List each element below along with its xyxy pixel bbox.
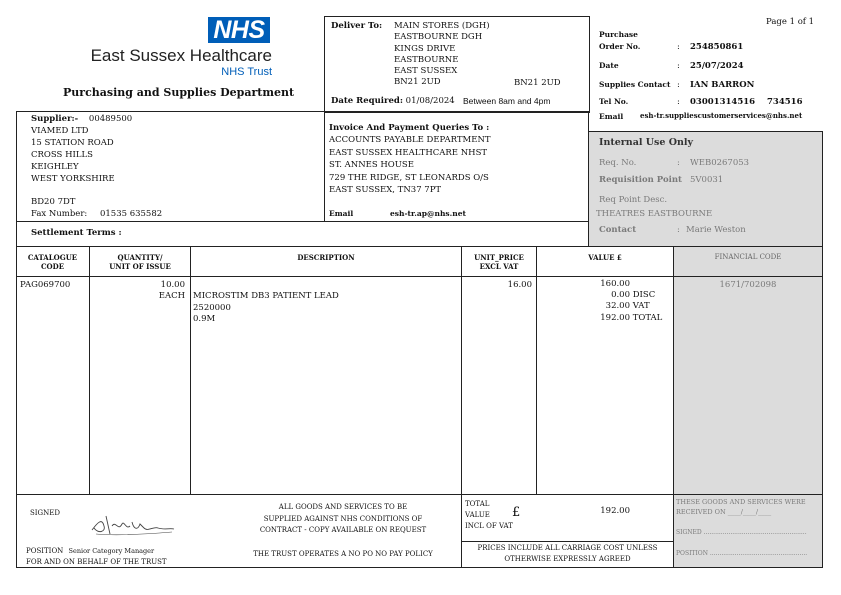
deliver-line: KINGS DRIVE: [394, 43, 456, 54]
header-text: QUANTITY/: [117, 253, 163, 262]
header-text: EXCL VAT: [479, 262, 519, 271]
deliver-address: [394, 21, 490, 89]
table-bottom: [16, 494, 822, 495]
total-value: 192.00: [600, 506, 630, 516]
row-code: PAG069700: [20, 280, 71, 290]
desc-line: MICROSTIM DB3 PATIENT LEAD: [193, 291, 339, 301]
header-catalogue: [16, 253, 89, 271]
divider: [16, 111, 588, 112]
req-desc: THEATRES EASTBOURNE: [596, 209, 713, 219]
conditions: [236, 502, 450, 537]
page-bottom: [16, 567, 822, 568]
row-qty-value: 10.00: [160, 280, 185, 290]
invoice-line: EAST SUSSEX, TN37 7PT: [329, 185, 442, 196]
on-behalf: FOR AND ON BEHALF OF THE TRUST: [26, 558, 167, 566]
condition-line: CONTRACT - COPY AVAILABLE ON REQUEST: [259, 526, 427, 534]
supplier-code: 00489500: [88, 114, 133, 124]
desc-line: 2520000: [193, 302, 231, 313]
row-financial-code: 1671/702098: [719, 280, 777, 290]
internal-contact: Marie Weston: [686, 225, 746, 235]
table-top: [16, 246, 822, 247]
req-point: 5V0031: [690, 175, 724, 185]
internal-contact-label: Contact: [599, 225, 637, 235]
prices-note-line: OTHERWISE EXPRESSLY AGREED: [504, 555, 631, 563]
header-description: DESCRIPTION: [297, 253, 355, 262]
tel-ext: 734516: [767, 97, 803, 107]
total-label-line: VALUE: [465, 511, 490, 519]
value-amount: 32.00: [605, 301, 630, 312]
req-no-colon: :: [677, 158, 680, 168]
divider: [461, 541, 673, 542]
tel-colon: :: [677, 97, 680, 107]
order-label: Order No.: [599, 42, 641, 51]
org-sub: NHS Trust: [221, 66, 272, 78]
position-label: POSITION: [26, 547, 64, 555]
receipt-position: POSITION ...................................................: [676, 550, 808, 557]
req-no-label: Req. No.: [599, 158, 637, 168]
contact-label: Supplies Contact: [599, 80, 671, 89]
value-label: DISC: [632, 290, 656, 301]
condition-line: ALL GOODS AND SERVICES TO BE: [278, 503, 408, 511]
deliver-postcode: BN21 2UD: [514, 78, 561, 88]
signed-label: SIGNED: [30, 509, 60, 517]
row-unit-price: 16.00: [507, 280, 532, 290]
header-quantity: [90, 253, 190, 271]
time-window: Between 8am and 4pm: [463, 96, 551, 106]
header-financial: FINANCIAL CODE: [714, 253, 782, 261]
supplier-line: VIAMED LTD: [31, 126, 89, 136]
header-text: CATALOGUE: [27, 253, 78, 262]
fax: [31, 209, 162, 219]
total-label-line: INCL OF VAT: [465, 522, 513, 530]
header-text: UNIT_PRICE: [474, 253, 524, 262]
supplier-line: WEST YORKSHIRE: [31, 174, 115, 184]
order-number: 254850861: [690, 42, 744, 52]
signature-image: [88, 512, 178, 538]
receipt-signed: SIGNED ......................................................: [676, 529, 807, 536]
header-value: VALUE £: [588, 253, 622, 262]
header-text: UNIT OF ISSUE: [109, 262, 171, 271]
fax-label: Fax Number:: [31, 209, 88, 219]
supplier-address: [31, 125, 115, 185]
supplies-email[interactable]: esh-tr.suppliescustomerservices@nhs.net: [640, 111, 803, 120]
invoice-line: 729 THE RIDGE, ST LEONARDS O/S: [329, 172, 489, 183]
supplier-header: [31, 114, 132, 124]
supplier-line: 15 STATION ROAD: [31, 138, 114, 148]
total-label-line: TOTAL: [465, 500, 490, 508]
po-policy: THE TRUST OPERATES A NO PO NO PAY POLICY: [253, 550, 433, 558]
col-divider: [536, 247, 537, 495]
value-label: TOTAL: [632, 312, 663, 323]
date-required: [331, 96, 455, 106]
supplies-contact: IAN BARRON: [690, 80, 755, 90]
supplier-postcode: BD20 7DT: [31, 197, 76, 207]
deliver-label: Deliver To:: [331, 21, 383, 31]
col-divider: [461, 247, 462, 568]
req-point-label: Requisition Point: [599, 175, 682, 185]
invoice-address: [329, 134, 491, 197]
tel-label: Tel No.: [599, 97, 629, 106]
value-amount: 160.00: [600, 279, 630, 289]
purchase-title: Purchase: [599, 30, 638, 39]
row-description: [193, 291, 339, 326]
deliver-line: EAST SUSSEX: [394, 66, 458, 77]
internal-title: Internal Use Only: [599, 137, 694, 148]
position: [26, 547, 154, 555]
req-no: WEB0267053: [690, 158, 750, 168]
supplier-line: CROSS HILLS: [31, 150, 93, 160]
prices-note: [462, 543, 673, 565]
desc-line: 0.9M: [193, 314, 216, 324]
req-desc-label: Req Point Desc.: [599, 195, 668, 205]
order-colon: :: [677, 42, 680, 52]
tel-number: 03001314516: [690, 97, 756, 107]
prices-note-line: PRICES INCLUDE ALL CARRIAGE COST UNLESS: [477, 544, 658, 552]
org-name: East Sussex Healthcare: [90, 46, 272, 65]
value-amount: 0.00: [611, 290, 630, 301]
value-line: [560, 313, 662, 324]
invoice-line: ST. ANNES HOUSE: [329, 160, 414, 171]
row-quantity: [90, 280, 185, 302]
nhs-logo: NHS: [208, 17, 270, 43]
deliver-line: BN21 2UD: [394, 77, 441, 88]
invoice-email[interactable]: esh-tr.ap@nhs.net: [390, 209, 466, 218]
invoice-email-label: Email: [329, 209, 354, 218]
header-text: CODE: [40, 262, 65, 271]
left-border: [16, 111, 17, 568]
supplier-label: Supplier:-: [31, 114, 79, 124]
currency-symbol: £: [512, 505, 521, 520]
right-border: [822, 131, 823, 568]
date-colon: :: [677, 61, 680, 71]
supplier-line: KEIGHLEY: [31, 162, 79, 172]
row-values: [560, 279, 662, 324]
received-on: THESE GOODS AND SERVICES WERE RECEIVED ON ____/____/____: [676, 498, 806, 516]
value-line: [560, 301, 662, 312]
internal-contact-colon: :: [677, 225, 680, 235]
row-unit: EACH: [158, 291, 185, 301]
col-divider: [673, 247, 674, 568]
invoice-line: ACCOUNTS PAYABLE DEPARTMENT: [329, 135, 491, 145]
date-required-value: 01/08/2024: [405, 96, 455, 106]
divider: [589, 131, 822, 132]
date-label: Date: [599, 61, 619, 70]
position-value: Senior Category Manager: [68, 547, 155, 555]
divider: [16, 221, 588, 222]
deliver-line: EASTBOURNE: [394, 54, 459, 65]
table-header-bottom: [16, 276, 822, 277]
total-label: [465, 499, 513, 532]
settlement-terms: Settlement Terms :: [31, 228, 122, 238]
invoice-line: EAST SUSSEX HEALTHCARE NHST: [329, 147, 488, 158]
value-line: [560, 290, 662, 301]
page-number: Page 1 of 1: [766, 17, 815, 27]
invoice-label: Invoice And Payment Queries To :: [329, 123, 490, 133]
email-label: Email: [599, 112, 624, 121]
vertical-divider: [324, 111, 325, 222]
header-unit-price: [462, 253, 536, 271]
deliver-line: EASTBOURNE DGH: [394, 32, 483, 43]
col-divider: [190, 247, 191, 495]
value-label: VAT: [632, 301, 650, 312]
contact-colon: :: [677, 80, 680, 90]
value-line: [560, 279, 662, 290]
date-required-label: Date Required:: [331, 96, 403, 106]
value-amount: 192.00: [600, 312, 630, 323]
order-date: 25/07/2024: [690, 61, 744, 71]
department: Purchasing and Supplies Department: [63, 86, 295, 99]
deliver-line: MAIN STORES (DGH): [394, 21, 490, 31]
condition-line: SUPPLIED AGAINST NHS CONDITIONS OF: [263, 514, 423, 523]
fax-number: 01535 635582: [99, 209, 163, 219]
